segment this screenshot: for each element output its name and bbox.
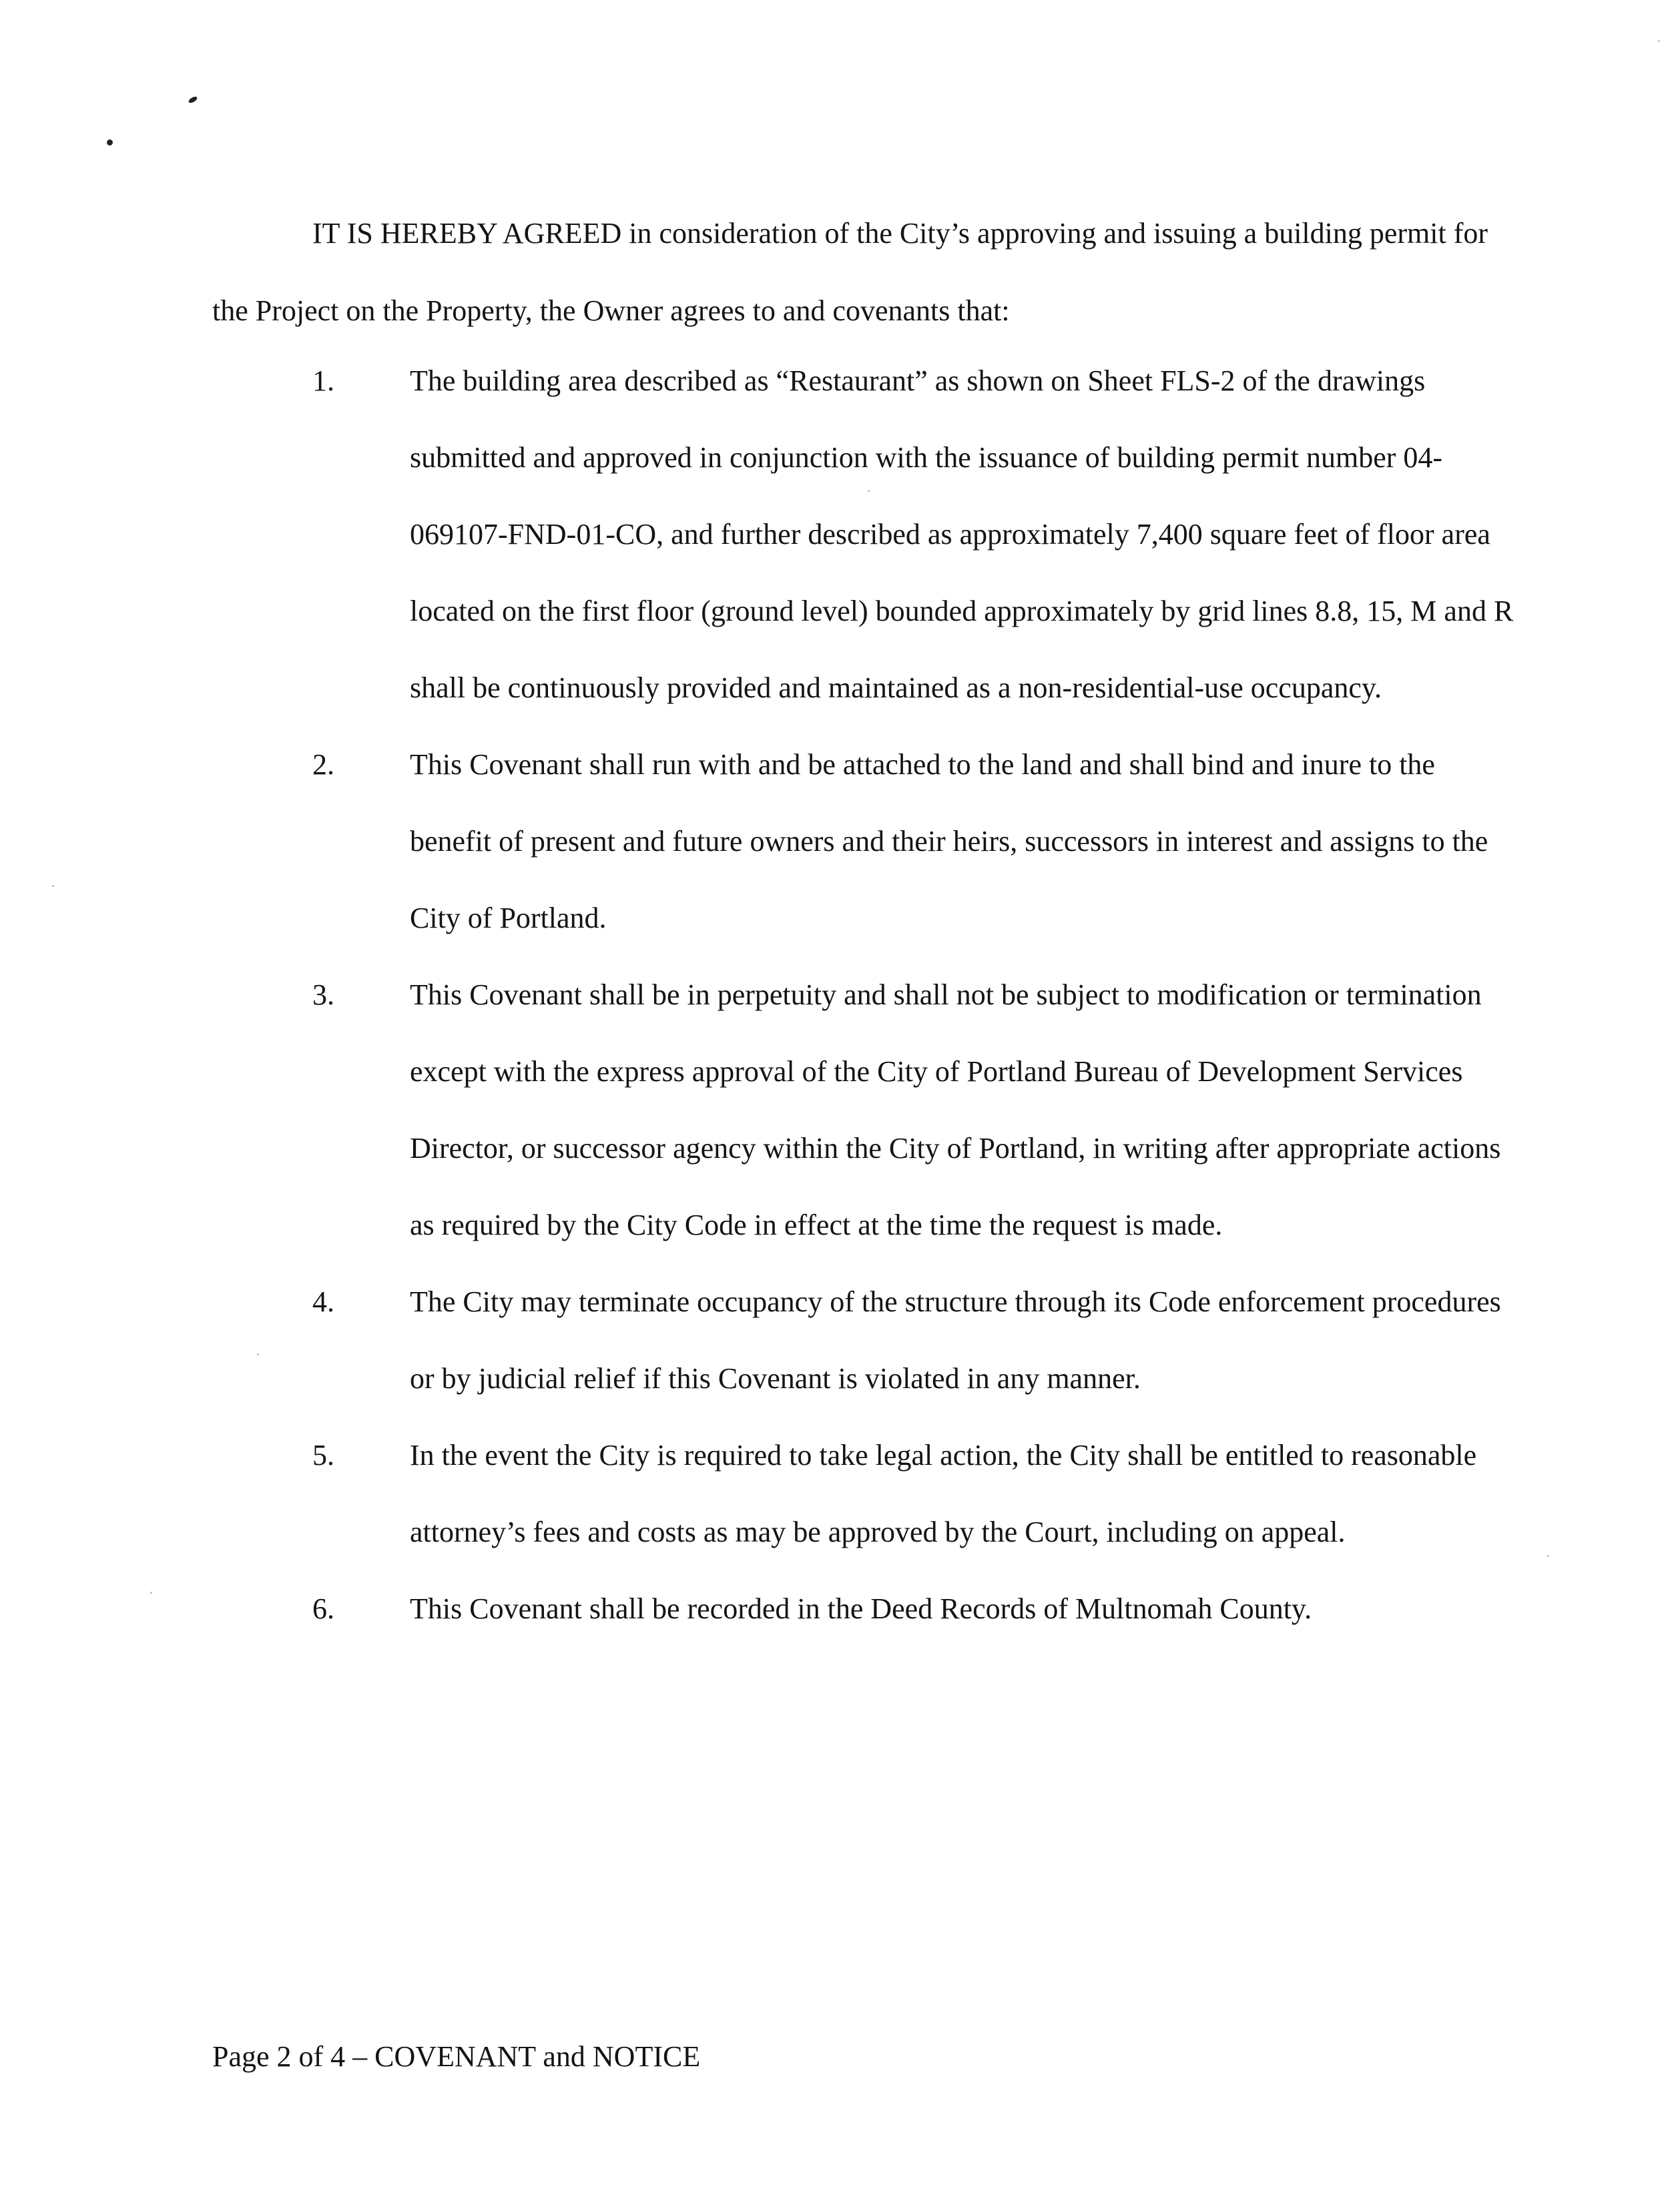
clause-number: 6. — [312, 1592, 334, 1625]
page-footer: Page 2 of 4 – COVENANT and NOTICE — [212, 2040, 701, 2073]
scan-speck — [1658, 40, 1660, 42]
clause-text: The building area described as “Restaurant” as shown on Sheet FLS-2 of the drawings submitted and approved in conjunction with the issuance of building permit number 04-069107-FND-01-CO, and further described as approximately 7,400 square feet of floor area located on the first floor (ground level) bounded approximately by grid lines 8.8, 15, M and R shall be continuously provided and maintained as a non-residential-use occupancy. — [410, 364, 1514, 704]
covenant-clause — [212, 342, 1514, 726]
covenant-clause-list — [212, 342, 1514, 1647]
covenant-clause — [212, 1263, 1514, 1417]
clause-text: This Covenant shall run with and be attached to the land and shall bind and inure to the benefit of present and future owners and their heirs, successors in interest and assigns to the City of Portland. — [410, 748, 1488, 934]
scan-speck — [150, 1592, 152, 1594]
clause-number: 2. — [312, 748, 334, 781]
clause-number: 5. — [312, 1439, 334, 1472]
clause-text: This Covenant shall be recorded in the Deed Records of Multnomah County. — [410, 1592, 1312, 1625]
covenant-clause — [212, 1570, 1514, 1647]
clause-number: 3. — [312, 978, 334, 1011]
covenant-clause — [212, 1417, 1514, 1570]
scan-speck — [52, 885, 54, 887]
clause-text: In the event the City is required to take legal action, the City shall be entitled to reasonable attorney’s fees and costs as may be approved by the Court, including on appeal. — [410, 1439, 1477, 1548]
clause-text: This Covenant shall be in perpetuity and shall not be subject to modification or termination except with the express approval of the City of Portland Bureau of Development Services Director, or successor agency within the City of Portland, in writing after appropriate actions as required by the City Code in effect at the time the request is made. — [410, 978, 1501, 1241]
scan-mark — [188, 95, 198, 104]
covenant-clause — [212, 956, 1514, 1263]
intro-paragraph: IT IS HEREBY AGREED in consideration of the City’s approving and issuing a building permit for the Project on the Property, the Owner agrees to and covenants that: — [212, 217, 1488, 327]
scan-speck — [1547, 1555, 1549, 1557]
clause-number: 4. — [312, 1285, 334, 1318]
clause-number: 1. — [312, 364, 334, 397]
scan-dot — [107, 139, 113, 145]
covenant-clause — [212, 726, 1514, 956]
clause-text: The City may terminate occupancy of the structure through its Code enforcement procedures or by judicial relief if this Covenant is violated in any manner. — [410, 1285, 1501, 1395]
